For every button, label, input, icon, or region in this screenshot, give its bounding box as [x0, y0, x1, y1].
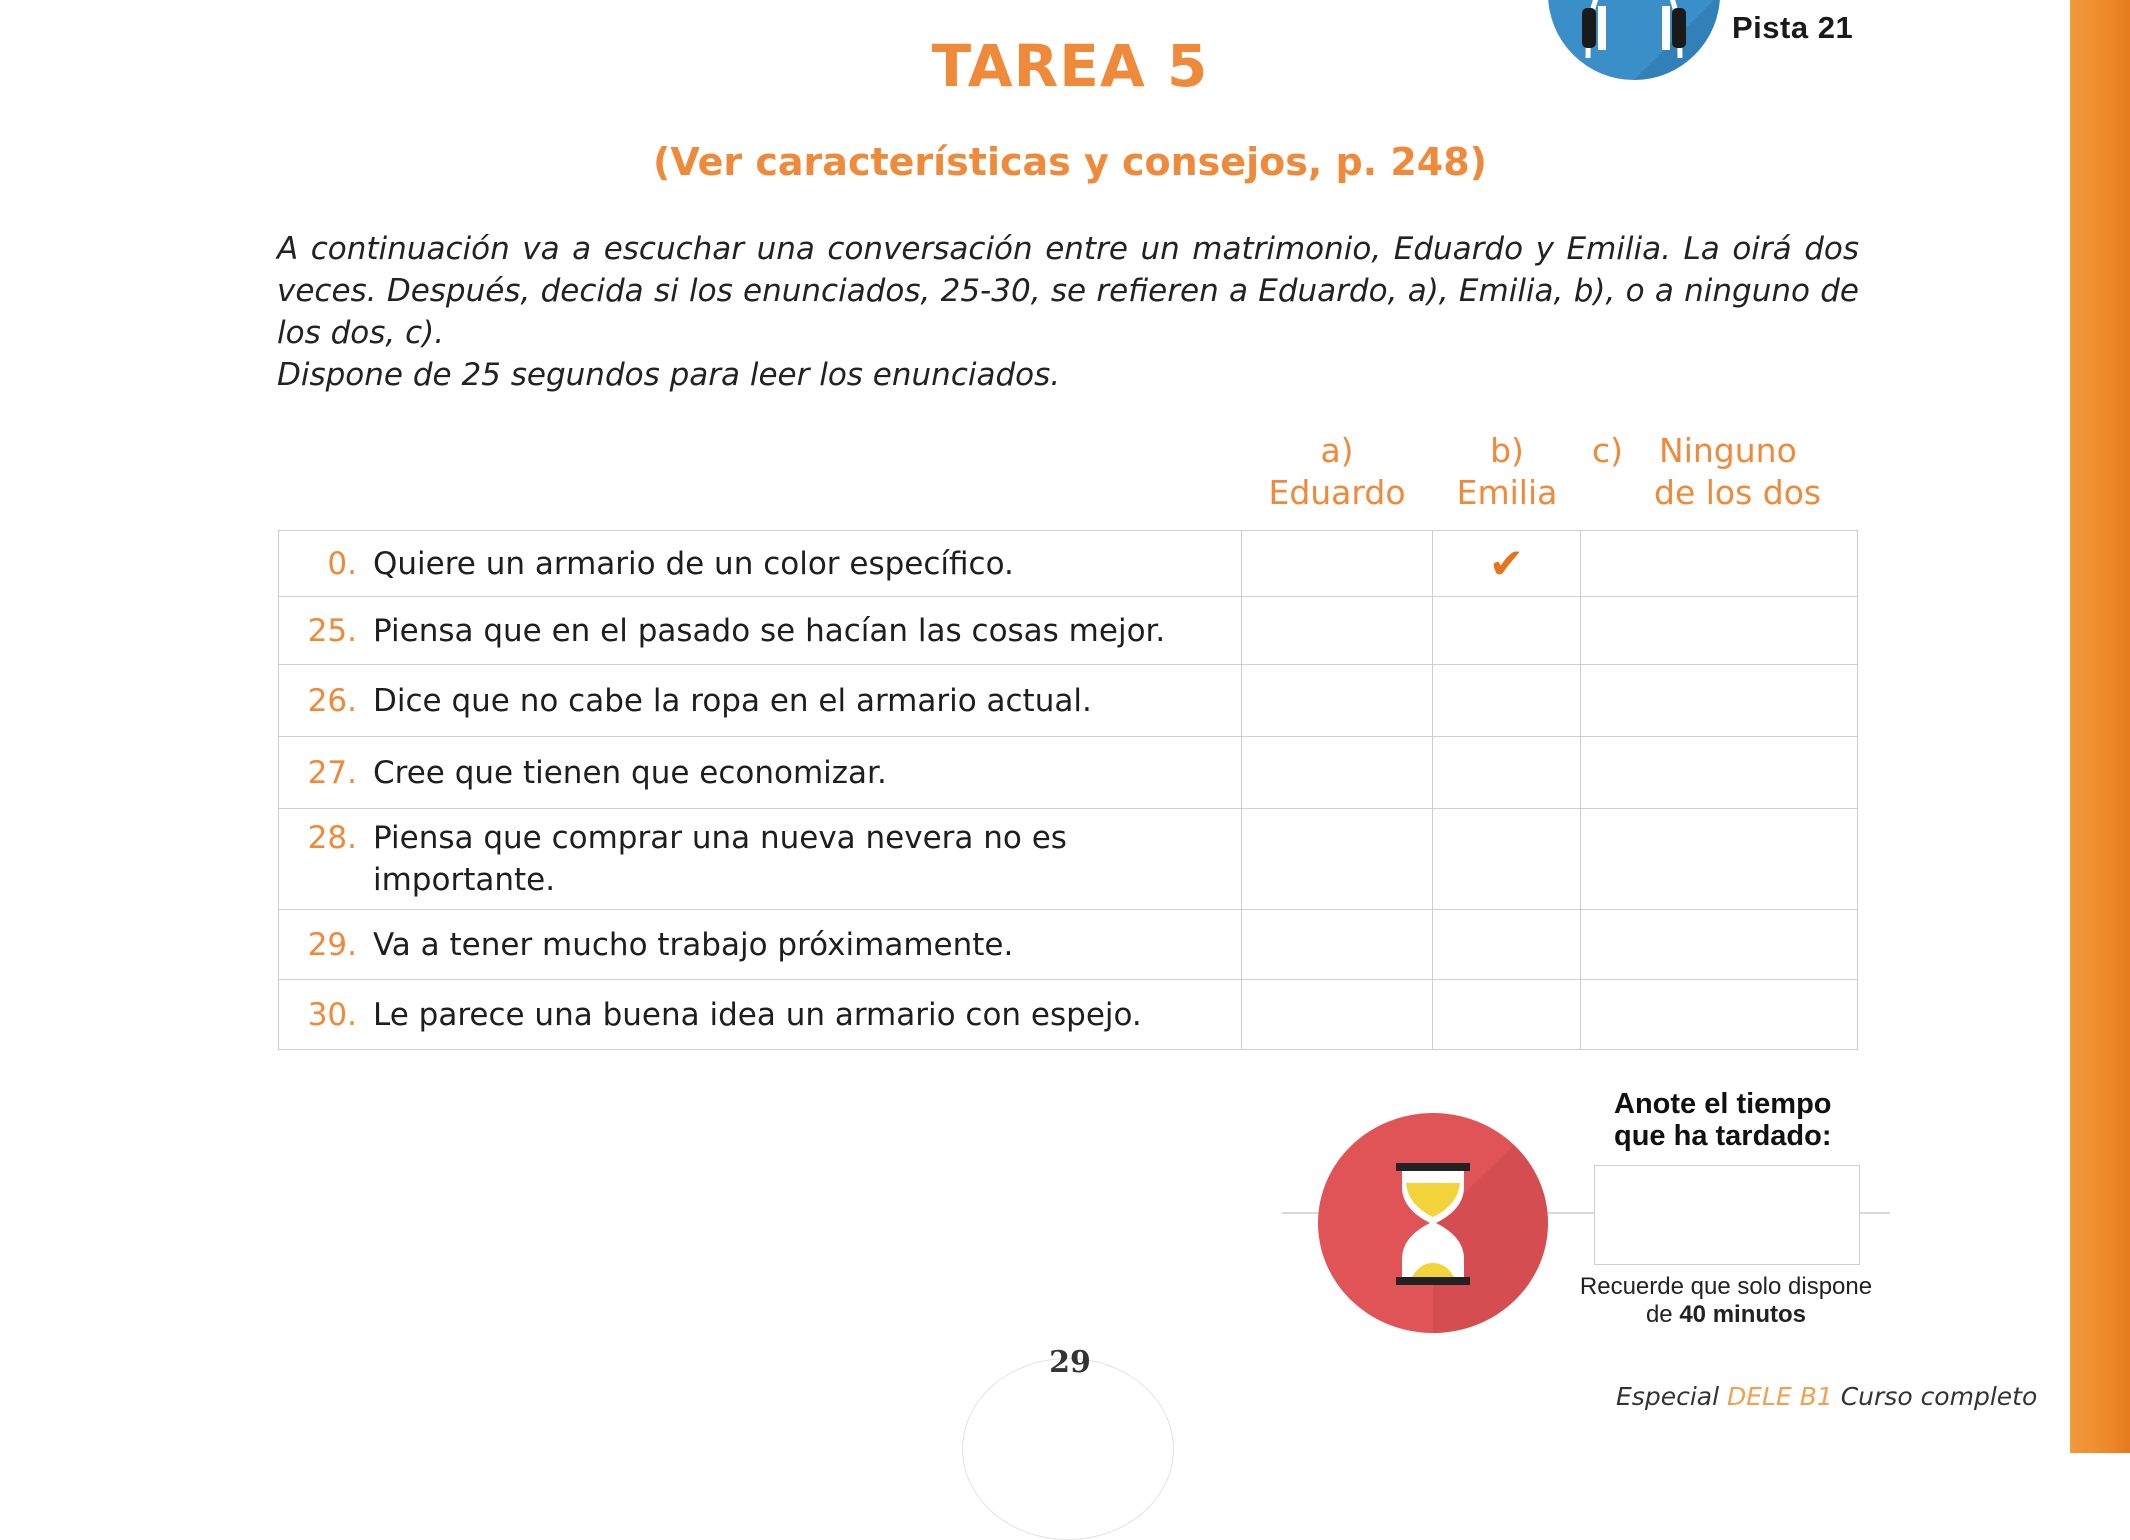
footer-dele: DELE B1 — [1726, 1382, 1833, 1411]
time-reminder-duration: 40 minutos — [1679, 1301, 1807, 1328]
answer-cell-a[interactable] — [1242, 665, 1433, 737]
answer-cell-b[interactable] — [1433, 665, 1581, 737]
column-header-c — [1592, 430, 1852, 514]
question-cell — [279, 980, 1242, 1050]
table-row — [279, 531, 1858, 597]
book-footer — [1616, 1382, 2037, 1411]
answer-cell-c[interactable] — [1581, 737, 1858, 809]
column-c-label-line1: Ninguno — [1659, 431, 1797, 470]
answer-cell-a[interactable] — [1242, 531, 1433, 597]
column-b-label: Emilia — [1456, 473, 1558, 512]
page-subtitle: (Ver características y consejos, p. 248) — [652, 140, 1488, 184]
question-number: 0. — [327, 545, 357, 582]
question-text: Piensa que comprar una nueva nevera no es importante. — [373, 820, 1067, 898]
question-number: 27. — [307, 754, 357, 791]
question-text: Quiere un armario de un color específico. — [373, 545, 1014, 582]
track-label: Pista 21 — [1732, 10, 1854, 45]
answer-cell-a[interactable] — [1242, 737, 1433, 809]
question-number: 25. — [307, 612, 357, 649]
column-header-b — [1440, 430, 1574, 514]
column-header-a — [1262, 430, 1412, 514]
side-color-bar — [2070, 0, 2130, 1453]
answer-cell-c[interactable] — [1581, 910, 1858, 980]
column-a-label: Eduardo — [1268, 473, 1406, 512]
table-row — [279, 910, 1858, 980]
answer-cell-a[interactable] — [1242, 809, 1433, 910]
hourglass-icon — [1318, 1113, 1548, 1333]
question-text: Piensa que en el pasado se hacían las cosas mejor. — [373, 612, 1166, 649]
table-row — [279, 809, 1858, 910]
question-number: 28. — [307, 820, 357, 856]
answer-cell-b[interactable] — [1433, 531, 1581, 597]
time-reminder-text: Recuerde que solo dispone de — [1579, 1273, 1873, 1328]
answer-table — [278, 530, 1858, 1050]
question-cell — [279, 910, 1242, 980]
question-cell — [279, 737, 1242, 809]
question-number: 30. — [307, 996, 357, 1033]
table-row — [279, 597, 1858, 665]
answer-cell-b[interactable] — [1433, 910, 1581, 980]
column-b-letter: b) — [1490, 431, 1524, 470]
question-number: 29. — [307, 926, 357, 963]
question-cell — [279, 665, 1242, 737]
answer-cell-b[interactable] — [1433, 737, 1581, 809]
answer-cell-b[interactable] — [1433, 809, 1581, 910]
answer-cell-a[interactable] — [1242, 980, 1433, 1050]
column-c-label-line2: de los dos — [1654, 473, 1822, 512]
answer-cell-b[interactable] — [1433, 597, 1581, 665]
page-number-arc — [962, 1358, 1174, 1540]
question-cell — [279, 597, 1242, 665]
instructions — [277, 228, 1859, 396]
footer-especial: Especial — [1616, 1382, 1720, 1411]
answer-cell-a[interactable] — [1242, 910, 1433, 980]
question-text: Dice que no cabe la ropa en el armario actual. — [373, 682, 1092, 719]
answer-cell-c[interactable] — [1581, 809, 1858, 910]
answer-cell-c[interactable] — [1581, 597, 1858, 665]
column-c-letter: c) — [1592, 431, 1624, 470]
answer-cell-c[interactable] — [1581, 531, 1858, 597]
time-input-box[interactable] — [1594, 1165, 1860, 1265]
table-row — [279, 980, 1858, 1050]
column-a-letter: a) — [1320, 431, 1354, 470]
divider-line — [1546, 1212, 1594, 1214]
time-reminder — [1566, 1273, 1886, 1329]
question-cell — [279, 809, 1242, 910]
question-text: Le parece una buena idea un armario con espejo. — [373, 996, 1142, 1033]
answer-cell-a[interactable] — [1242, 597, 1433, 665]
time-prompt: Anote el tiempo que ha tardado: — [1614, 1088, 1832, 1152]
page-title: TAREA 5 — [931, 32, 1209, 100]
question-text: Cree que tienen que economizar. — [373, 754, 887, 791]
answer-cell-c[interactable] — [1581, 980, 1858, 1050]
checkmark-icon: ✔ — [1488, 538, 1525, 588]
answer-cell-b[interactable] — [1433, 980, 1581, 1050]
instructions-time-note: Dispone de 25 segundos para leer los enunciados. — [277, 357, 1061, 393]
instructions-paragraph: A continuación va a escuchar una conversación entre un matrimonio, Eduardo y Emilia. La oirá dos veces. Después, decida si los enunciados, 25-30, se refieren a Eduardo, a), Emilia, b), o a ninguno de los dos, c). — [277, 231, 1859, 351]
question-cell — [279, 531, 1242, 597]
answer-cell-c[interactable] — [1581, 665, 1858, 737]
footer-curso: Curso completo — [1840, 1382, 2038, 1411]
question-text: Va a tener mucho trabajo próximamente. — [373, 926, 1014, 963]
question-number: 26. — [307, 682, 357, 719]
table-row — [279, 665, 1858, 737]
page-number: 29 — [1049, 1345, 1091, 1380]
table-row — [279, 737, 1858, 809]
divider-line — [1858, 1212, 1890, 1214]
